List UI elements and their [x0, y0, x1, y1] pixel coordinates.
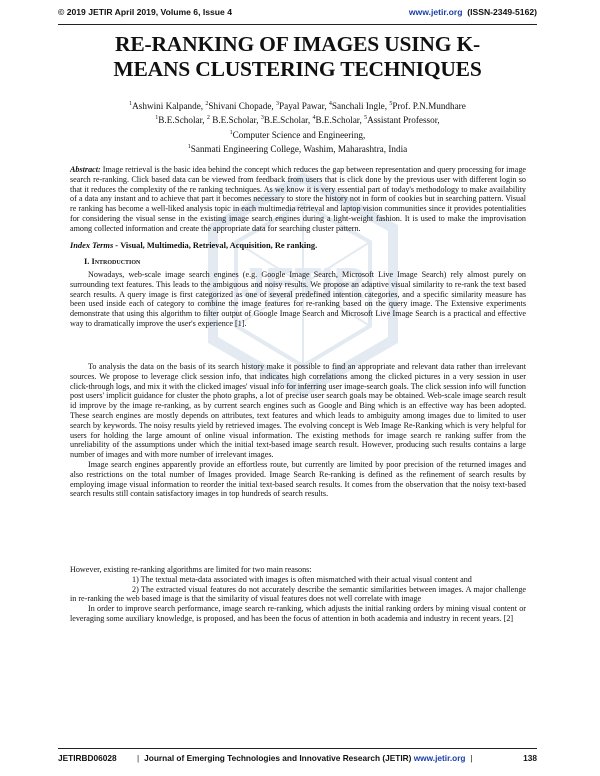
list-item: 1) The textual meta-data associated with images is often mismatched with their actual visual content and — [132, 574, 472, 584]
paragraph-text: Image search engines apparently provide an effortless route, but currently are limited by poor precision of the returned images and also restrictions on the total number of Images provided. Image Search Re-ranking is defined as the refinement of search results by employing image visual information to reorder the initial text-based search results. It comes from the observation that the noisy text-based search results still contain satisfactory images in top hundreds of search results. — [70, 459, 526, 499]
watermark-text: JETIR — [240, 259, 366, 308]
author-name: Sanchali Ingle, — [331, 101, 390, 112]
header-right — [409, 7, 537, 17]
index-terms-text: Visual, Multimedia, Retrieval, Acquisition, Re ranking. — [120, 241, 318, 250]
affil-sup: 5 — [364, 115, 368, 122]
author-department — [58, 127, 537, 141]
affil-sup: 4 — [312, 115, 316, 122]
section-number: I. — [84, 257, 92, 266]
section-heading — [84, 257, 140, 267]
footer-page-number: 138 — [523, 753, 537, 763]
affil-sup: 4 — [328, 101, 332, 107]
affil-sup: 1 — [187, 143, 191, 150]
header-issn: (ISSN-2349-5162) — [467, 7, 537, 17]
list-item: 2) The extracted visual features do not accurately describe the semantic similarities between images. A major challenge in re-ranking the web based image is that the similarity of visual features does not well correlate with image — [70, 584, 526, 604]
affil-sup: 2 — [206, 115, 210, 122]
abstract — [70, 165, 526, 234]
abstract-text: Image retrieval is the basic idea behind the concept which reduces the gap between representation and query processing for image search re-ranking. Click based data can be viewed from feedback from users that is click done by the previous user with different login so that it reduces the complexity of the re ranking techniques. As we know it is very essential part of today's methodology to make availability of a data any instant and to achieve that part it becomes necessary to store the history not in form of cookies but in searching pattern. Visual re ranking has become a well-liked analysis topic in each multimedia retrieval and laptop vision communities since it provides potentialities for considering the visual sense in the existing image search engines during a light-weight fashion. It is used to make the improvisation among collected information and create the appropriate data for searching cluster pattern. — [70, 165, 526, 233]
author-role: B.E.Scholar, — [209, 115, 261, 126]
paragraph-text: In order to improve search performance, image search re-ranking, which adjusts the initial ranking orders by mining visual content or leveraging some auxiliary knowledge, is proposed, and has been the focus of attention in both academia and industry in recent years. [2] — [70, 604, 526, 623]
abstract-label: Abstract: — [70, 165, 101, 174]
index-terms-label: Index Terms - — [70, 241, 121, 250]
title-line-2: MEANS CLUSTERING TECHNIQUES — [113, 57, 482, 81]
affil-sup: 2 — [205, 101, 209, 107]
footer-rule — [58, 748, 537, 749]
author-role: Assistant Professor, — [367, 115, 440, 126]
author-college — [58, 141, 537, 155]
author-block — [58, 98, 537, 155]
author-name: Shivani Chopade, — [208, 101, 277, 112]
affil-sup: 5 — [389, 101, 393, 107]
footer-journal — [132, 753, 478, 763]
footer-journal-name: Journal of Emerging Technologies and Innovative Research (JETIR) — [144, 753, 414, 763]
affil-sup: 1 — [129, 101, 133, 107]
author-role: B.E.Scholar, — [263, 115, 313, 126]
author-name: Prof. P.N.Mundhare — [392, 101, 466, 112]
author-name: Payal Pawar, — [279, 101, 329, 112]
college-text: Sanmati Engineering College, Washim, Maharashtra, India — [190, 143, 408, 154]
footer-separator: | — [470, 753, 473, 763]
affil-sup: 1 — [155, 115, 159, 122]
author-role: B.E.Scholar, — [158, 115, 207, 126]
header-issue-info: © 2019 JETIR April 2019, Volume 6, Issue 4 — [58, 7, 232, 17]
department-text: Computer Science and Engineering, — [232, 129, 366, 140]
author-role: B.E.Scholar, — [315, 115, 365, 126]
header-rule — [58, 24, 537, 25]
paragraph-text: To analysis the data on the basis of its search history make it possible to find an appropriate and relevant data rather than irrelevant sources. We propose to leverage click session info, that indicates high correlations among the clicked pictures in a very session in user click-through logs, and mix it with the clicked images' visual info for inferring user image-search goals. The click session info will function post users' implicit guidance for cluster the photo graphs, a lot of precise user search goals may be obtained. Web-scale image search result id improve by the image re-ranking, as by current search engines such as Google and Bing which is an effective way has been adopted. These search engines are mostly depends on attributes, text features and which leads to ambiguity among images due to limited to user search by keywords. The noisy results yield by retrieved images. The evolving concept is Web Image Re-Ranking which is very helpful for users for holding the large amount of online visual information. The existing methods for image search re ranking suffer from the unreliability of the assumptions under which the initial text-based image search result. However, producing such results contains a large number of images and with more number of irrelevant images. — [70, 362, 526, 460]
body-paragraph-3 — [70, 565, 526, 624]
paper-title — [58, 32, 537, 82]
body-paragraph-1 — [70, 270, 526, 329]
running-header — [0, 5, 600, 19]
index-terms — [70, 241, 526, 251]
affil-sup: 3 — [260, 115, 264, 122]
footer-paper-code: JETIRBD06028 — [58, 753, 117, 763]
affil-sup: 1 — [229, 129, 233, 136]
author-name: Ashwini Kalpande, — [132, 101, 206, 112]
header-site-link[interactable]: www.jetir.org — [408, 7, 463, 17]
section-title: Introduction — [91, 257, 141, 266]
affil-sup: 3 — [276, 101, 280, 107]
title-line-1: RE-RANKING OF IMAGES USING K- — [115, 32, 480, 56]
body-paragraph-2 — [70, 362, 526, 499]
footer-separator: | — [137, 753, 140, 763]
footer-site-link[interactable]: www.jetir.org — [413, 753, 466, 763]
author-roles — [58, 112, 537, 126]
running-footer — [58, 748, 537, 766]
author-names — [58, 98, 537, 112]
paragraph-text: Nowadays, web-scale image search engines (e.g. Google Image Search, Microsoft Live Image Search) rely almost purely on surrounding text features. This leads to the ambiguous and noisy results. We propose an adaptive visual similarity to re-rank the text based search results. A query image is first categorized as one of several predefined intention categories, and a specific similarity measure has been used inside each of category to combine the image features for re-ranking based on the query image. The Extensive experiments demonstrate that using this algorithm to filter output of Google Image Search and Microsoft Live Image Search is a practical and effective way to dramatically improve the user's experience [1]. — [70, 270, 526, 328]
paragraph-text: However, existing re-ranking algorithms are limited for two main reasons: — [70, 565, 312, 574]
